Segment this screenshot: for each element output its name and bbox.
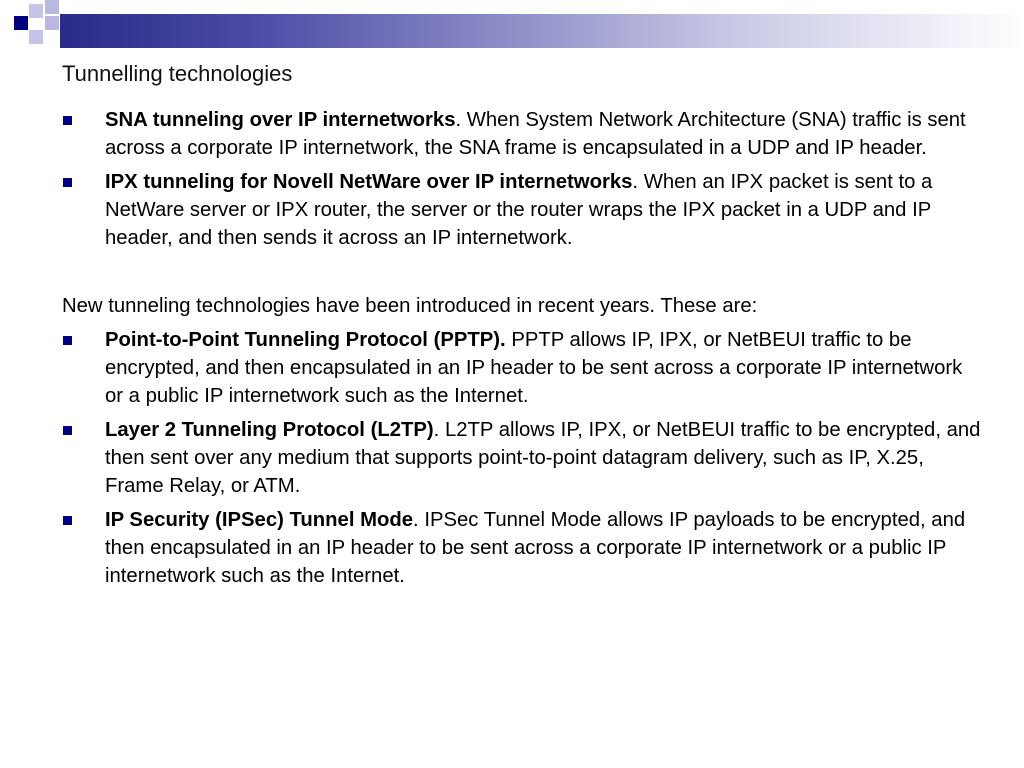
item-heading-end: ). (493, 329, 506, 351)
slide-title: Tunnelling technologies (62, 61, 293, 86)
corner-square-light (29, 30, 43, 44)
item-heading-end: . (413, 509, 419, 531)
corner-square-light (45, 0, 59, 14)
item-heading-end: . (632, 171, 639, 193)
item-heading-end: . (455, 109, 462, 131)
list-item (62, 326, 982, 410)
item-text: PPTP allows IP, IPX, or NetBEUI traffic to be encrypted, and then encapsulated in an IP header to be sent across a corporate IP internetwork or a public IP internetwork such as the Internet. (105, 329, 963, 407)
square-bullet-icon (63, 336, 72, 345)
item-heading: SNA tunneling over IP internetworks (105, 109, 456, 131)
square-bullet-icon (63, 516, 72, 525)
item-heading-end: . (433, 419, 440, 441)
square-bullet-icon (63, 116, 72, 125)
item-text: When an IPX packet is sent to a NetWare server or IPX router, the server or the router wraps the IPX packet in a UDP and IP header, and then sends it across an IP internetwork. (105, 171, 933, 249)
corner-square-light (29, 4, 43, 18)
item-text: IPSec Tunnel Mode allows IP payloads to be encrypted, and then encapsulated in an IP header to be sent across a corporate IP internetwork or a public IP internetwork such as the Internet. (105, 509, 966, 587)
item-heading: Point-to-Point Tunneling Protocol (PPTP (105, 329, 494, 351)
intro-paragraph: New tunneling technologies have been introduced in recent years. These are: (62, 295, 758, 317)
header-gradient-bar (60, 14, 1024, 48)
corner-square-dark (14, 16, 28, 30)
item-heading: IPX tunneling for Novell NetWare over IP internetworks (105, 171, 633, 193)
item-heading: Layer 2 Tunneling Protocol (L2TP) (105, 419, 434, 441)
square-bullet-icon (63, 426, 72, 435)
slide-body (62, 106, 982, 596)
list-item (62, 506, 982, 590)
item-text: L2TP allows IP, IPX, or NetBEUI traffic to be encrypted, and then sent over any medium that supports point-to-point datagram delivery, such as IP, X.25, Frame Relay, or ATM. (105, 419, 981, 497)
list-item (62, 416, 982, 500)
list-item (62, 106, 982, 162)
corner-square-light (45, 16, 59, 30)
item-heading: IP Security (IPSec) Tunnel Mode (105, 509, 414, 531)
corner-square-white (30, 18, 42, 28)
list-item (62, 168, 982, 252)
item-text: When System Network Architecture (SNA) traffic is sent across a corporate IP internetwork, the SNA frame is encapsulated in a UDP and IP header. (105, 109, 966, 159)
square-bullet-icon (63, 178, 72, 187)
